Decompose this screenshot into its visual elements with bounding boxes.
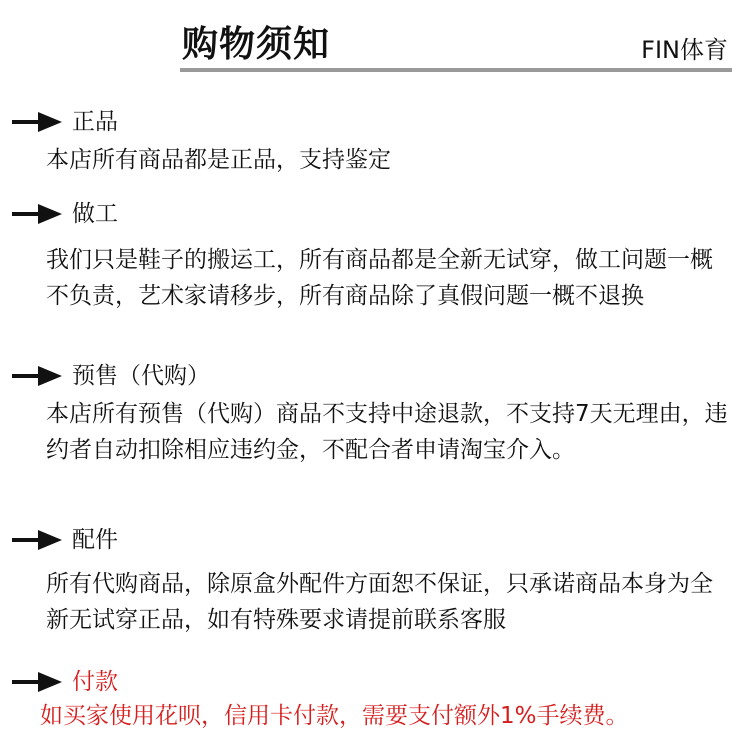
section-body: 我们只是鞋子的搬运工，所有商品都是全新无试穿，做工问题一概不负责，艺术家请移步，所有商品除了真假问题一概不退换 (46, 247, 713, 309)
right-arrow-icon (12, 202, 62, 226)
section-title: 正品 (72, 109, 118, 135)
section-body: 如买家使用花呗，信用卡付款，需要支付额外1%手续费。 (40, 703, 629, 729)
section-heading (12, 668, 732, 696)
brand-label: FIN体育 (641, 36, 728, 64)
section-presale (12, 362, 732, 468)
section-body: 本店所有商品都是正品，支持鉴定 (46, 147, 391, 173)
section-payment (12, 668, 732, 734)
right-arrow-icon (12, 364, 62, 388)
section-heading (12, 200, 732, 228)
section-heading (12, 526, 732, 554)
section-authentic (12, 108, 732, 178)
section-body: 本店所有预售（代购）商品不支持中途退款，不支持7天无理由，违约者自动扣除相应违约金，不配合者申请淘宝介入。 (46, 401, 728, 463)
right-arrow-icon (12, 670, 62, 694)
section-title: 做工 (72, 201, 118, 227)
section-body: 所有代购商品，除原盒外配件方面恕不保证，只承诺商品本身为全新无试穿正品，如有特殊要求请提前联系客服 (46, 571, 713, 633)
section-title: 付款 (72, 669, 118, 695)
section-title: 配件 (72, 527, 118, 553)
section-heading (12, 108, 732, 136)
header-divider (180, 68, 732, 72)
section-heading (12, 362, 732, 390)
section-title: 预售（代购） (72, 363, 210, 389)
right-arrow-icon (12, 528, 62, 552)
section-workmanship (12, 200, 732, 314)
section-accessories (12, 526, 732, 638)
right-arrow-icon (12, 110, 62, 134)
page-title: 购物须知 (182, 24, 331, 65)
